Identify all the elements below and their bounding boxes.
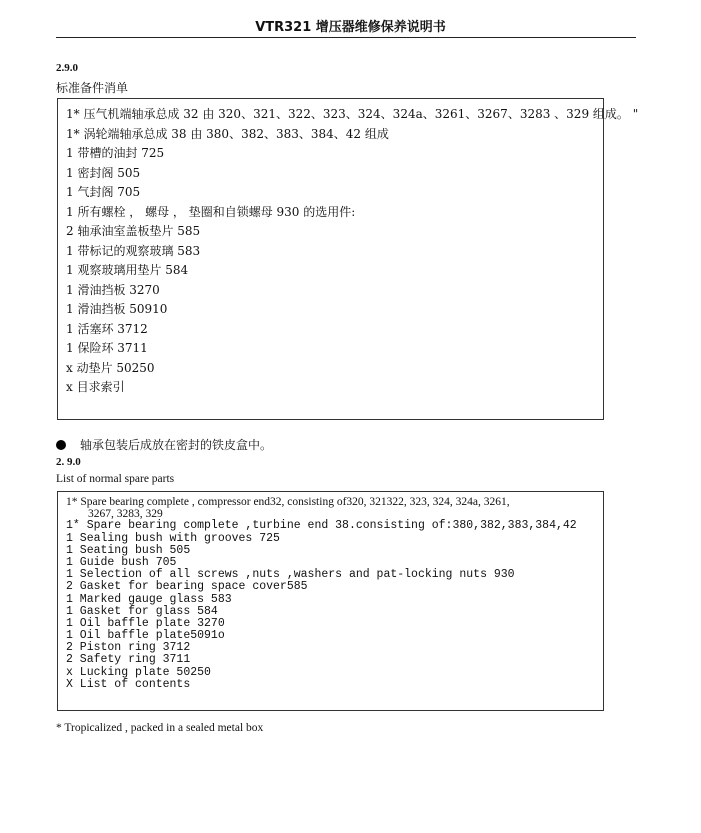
list-item: 1 Sealing bush with grooves 725: [66, 531, 280, 545]
list-item: x 目求索引: [66, 380, 125, 394]
page-title: VTR321 增压器维修保养说明书: [255, 20, 446, 35]
list-item: 1* Spare bearing complete ,turbine end 38.consisting of:380,382,383,384,42: [66, 519, 577, 533]
spare-parts-list-en: [57, 491, 604, 711]
list-item: 2 Piston ring 3712: [66, 641, 191, 655]
section-number-cn: 2.9.0: [56, 62, 78, 74]
section-number-en: 2. 9.0: [56, 456, 81, 468]
footnote: * Tropicalized , packed in a sealed metal box: [56, 722, 264, 734]
list-item: 1 Oil baffle plate5091o: [66, 629, 225, 643]
list-item: X List of contents: [66, 677, 191, 691]
list-item: 1* Spare bearing complete , compressor end32, consisting of320, 321322, 323, 324, 324a, 3261,: [66, 496, 510, 508]
list-item: 1* 涡轮端轴承总成 38 由 380、382、383、384、42 组成: [66, 126, 389, 141]
list-item: x 动垫片 50250: [66, 360, 155, 375]
list-item: 1 气封阁 705: [66, 185, 141, 199]
list-item: 1 Seating bush 505: [66, 543, 191, 557]
list-item: 1 观察玻璃用垫片 584: [66, 263, 189, 277]
list-item: 1 Marked gauge glass 583: [66, 592, 232, 606]
header-divider: [56, 37, 636, 38]
bullet-icon: [56, 440, 66, 450]
list-item: 1 滑油挡板 50910: [66, 302, 168, 316]
list-item: 1 密封阁 505: [66, 165, 141, 180]
list-item: 1 保险环 3711: [66, 341, 148, 355]
list-item: 1 Gasket for glass 584: [66, 604, 218, 618]
section-title-en: List of normal spare parts: [56, 473, 175, 485]
list-item: 1 Selection of all screws ,nuts ,washers and pat-locking nuts 930: [66, 568, 515, 582]
list-item: 1 所有螺栓 ， 螺母 ， 垫圈和自锁螺母 930 的选用件:: [66, 204, 356, 219]
list-item: 1 Oil baffle plate 3270: [66, 616, 225, 630]
list-item: 1 带槽的油封 725: [66, 146, 165, 160]
list-item: 2 轴承油室盖板垫片 585: [66, 224, 201, 238]
list-item: 2 Gasket for bearing space cover585: [66, 580, 308, 594]
list-item-continuation: 3267, 3283, 329: [88, 508, 163, 521]
list-item: 1 活塞环 3712: [66, 321, 148, 336]
section-title-cn: 标准备件消单: [56, 81, 129, 95]
list-item: 1 滑油挡板 3270: [66, 282, 160, 297]
spare-parts-list-cn: [57, 98, 639, 420]
bullet-note: [56, 436, 272, 453]
list-item: 1* 压气机端轴承总成 32 由 320、321、322、323、324、324a、3261、3267、3283 、329 组成。 ": [66, 107, 639, 121]
list-item: 2 Safety ring 3711: [66, 653, 191, 667]
bullet-note-text: 轴承包装后成放在密封的铁皮盒中。: [80, 438, 273, 452]
list-item: x Lucking plate 50250: [66, 665, 211, 679]
list-item: 1 Guide bush 705: [66, 555, 177, 569]
list-item: 1 带标记的观察玻璃 583: [66, 243, 201, 258]
